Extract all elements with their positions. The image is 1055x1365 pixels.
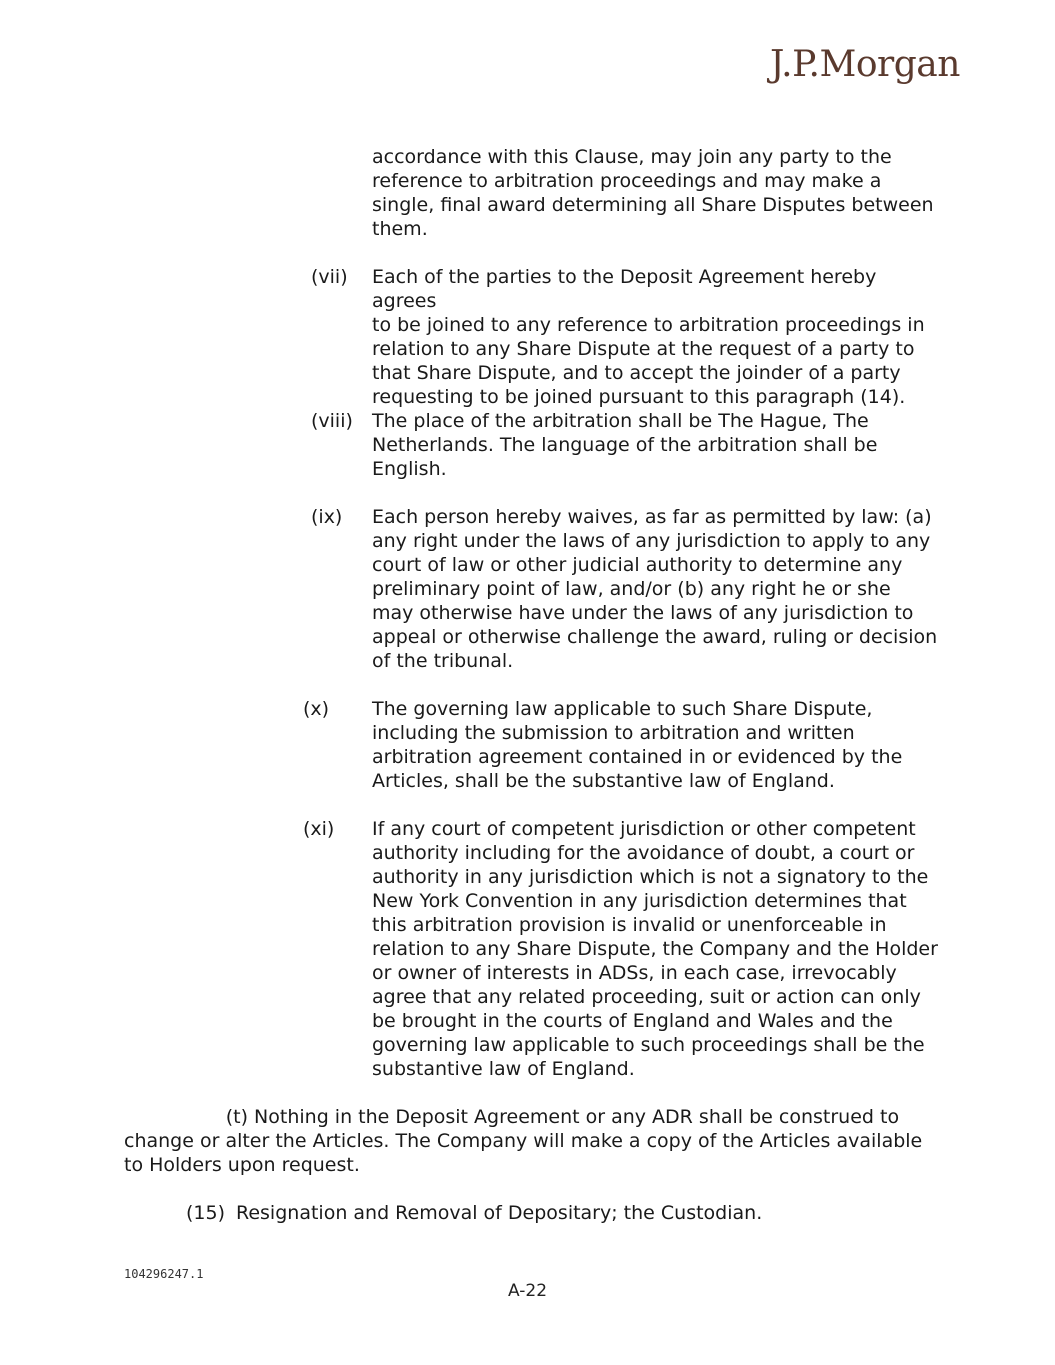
clause-number: (xi) bbox=[303, 818, 335, 840]
clause-text: Each of the parties to the Deposit Agreement hereby agrees to be joined to any reference to arbitration proceedings in relation to any Share Dispute at the request of a party to that Share Dispute, and to accept the joinder of a party requesting to be joined pursuant to this paragraph (14). bbox=[372, 266, 925, 408]
jpmorgan-logo: J.P.Morgan bbox=[770, 44, 960, 85]
paragraph-t-label: (t) bbox=[225, 1106, 248, 1128]
page-number: A-22 bbox=[507, 1281, 548, 1301]
clause-text: Each person hereby waives, as far as permitted by law: (a) any right under the laws of any jurisdiction to apply to any court of law or other judicial authority to determine any preliminary point of law, and/or (b) any right he or she may otherwise have under the laws of any jurisdiction to appeal or otherwise challenge the award, ruling or decision of the tribunal. bbox=[372, 506, 938, 672]
clause-text: The governing law applicable to such Share Dispute, including the submission to arbitration and written arbitration agreement contained in or evidenced by the Articles, shall be the substantive law of England. bbox=[372, 698, 903, 792]
document-id: 104296247.1 bbox=[124, 1267, 204, 1281]
clause-number: (vii) bbox=[311, 266, 348, 288]
paragraph-t bbox=[124, 1105, 924, 1177]
clause-number: (viii) bbox=[311, 410, 353, 432]
continuation-text: accordance with this Clause, may join any party to the reference to arbitration proceedings and may make a single, final award determining all Share Disputes between them. bbox=[372, 146, 934, 240]
clause-text: The place of the arbitration shall be The Hague, The Netherlands. The language of the arbitration shall be English. bbox=[372, 410, 878, 480]
clause-number: (ix) bbox=[311, 506, 343, 528]
clause-number: (x) bbox=[303, 698, 330, 720]
section-15-title: Resignation and Removal of Depositary; the Custodian. bbox=[236, 1202, 763, 1224]
section-15-heading bbox=[186, 1201, 762, 1225]
clause-text: If any court of competent jurisdiction or other competent authority including for the avoidance of doubt, a court or authority in any jurisdiction which is not a signatory to the New York Convention in any jurisdiction determines that this arbitration provision is invalid or unenforceable in relation to any Share Dispute, the Company and the Holder or owner of interests in ADSs, in each case, irrevocably agree that any related proceeding, suit or action can only be brought in the courts of England and Wales and the governing law applicable to such proceedings shall be the substantive law of England. bbox=[372, 818, 938, 1080]
paragraph-t-text: Nothing in the Deposit Agreement or any ADR shall be construed to change or alter the Articles. The Company will make a copy of the Articles available to Holders upon request. bbox=[124, 1106, 923, 1176]
section-15-number: (15) bbox=[186, 1202, 226, 1224]
